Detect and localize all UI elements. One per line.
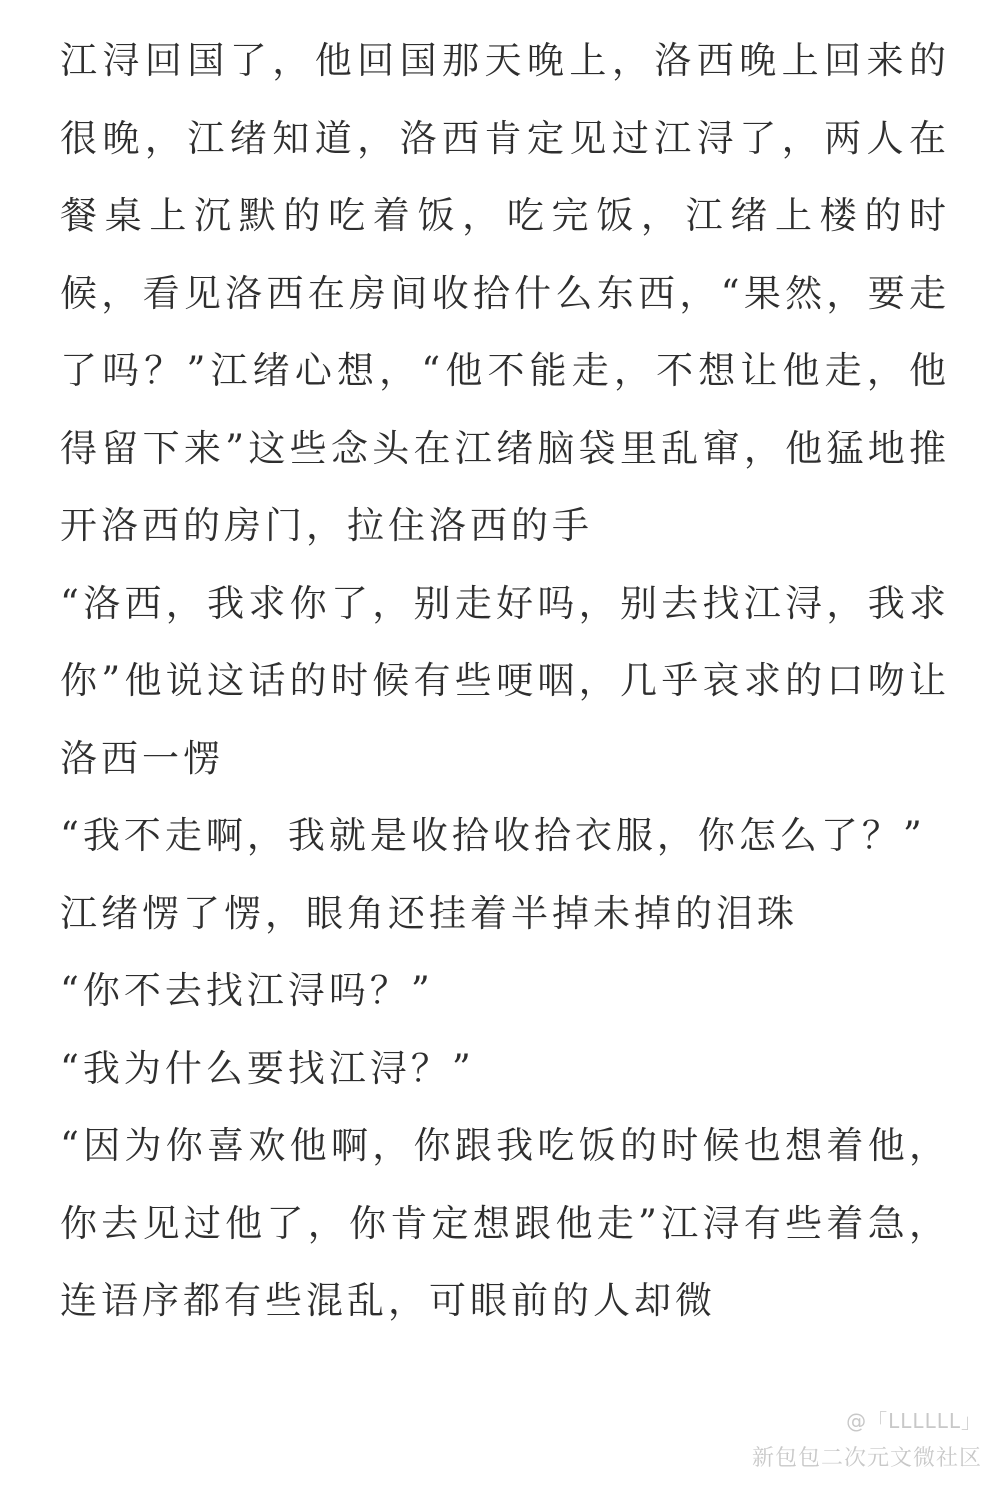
paragraph-1: 江浔回国了，他回国那天晚上，洛西晚上回来的很晚，江绪知道，洛西肯定见过江浔了，两人在餐桌上沉默的吃着饭，吃完饭，江绪上楼的时候，看见洛西在房间收拾什么东西，“果然，要走了吗？”江绪心想，“他不能走，不想让他走，他得留下来”这些念头在江绪脑袋里乱窜，他猛地推开洛西的房门，拉住洛西的手 xyxy=(60,39,950,547)
watermark-handle: @「LLLLLL」 xyxy=(846,1409,982,1433)
paragraph-4: 江绪愣了愣，眼角还挂着半掉未掉的泪珠 xyxy=(60,891,798,935)
document-body xyxy=(60,22,950,1340)
paragraph-6: “我为什么要找江浔？” xyxy=(60,1046,475,1090)
watermark-site: 新包包二次元文微社区 xyxy=(751,1446,982,1471)
paragraph-3: “我不走啊，我就是收拾收拾衣服，你怎么了？” xyxy=(60,814,926,857)
paragraph-7: “因为你喜欢他啊，你跟我吃饭的时候也想着他，你去见过他了，你肯定想跟他走”江浔有些着急，连语序都有些混乱，可眼前的人却微 xyxy=(60,1124,950,1322)
paragraph-2: “洛西，我求你了，别走好吗，别去找江浔，我求你”他说这话的时候有些哽咽，几乎哀求的口吻让洛西一愣 xyxy=(60,581,950,780)
watermark xyxy=(722,1402,982,1478)
paragraph-5: “你不去找江浔吗？” xyxy=(60,969,434,1012)
